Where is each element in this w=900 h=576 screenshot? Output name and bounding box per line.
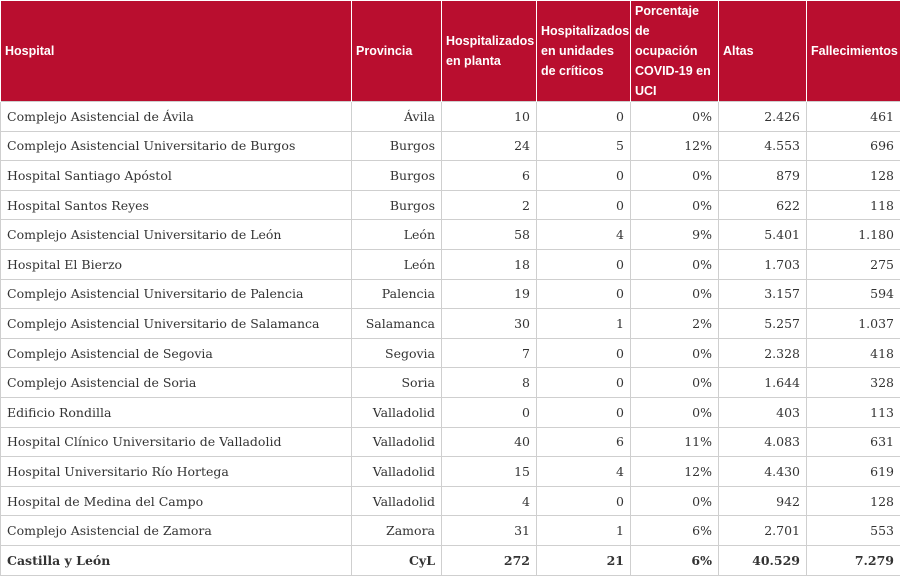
cell-hospitalizados-planta: 15 (442, 457, 537, 487)
cell-fallecimientos: 128 (807, 161, 900, 191)
cell-provincia: León (352, 249, 442, 279)
cell-hospital: Castilla y León (1, 545, 352, 575)
cell-hospitalizados-criticos: 4 (537, 220, 631, 250)
table-row (1, 338, 900, 368)
cell-hospitalizados-criticos: 0 (537, 190, 631, 220)
cell-hospital: Complejo Asistencial de Segovia (1, 338, 352, 368)
cell-ocupacion-uci: 9% (631, 220, 719, 250)
cell-fallecimientos: 631 (807, 427, 900, 457)
cell-hospitalizados-criticos: 6 (537, 427, 631, 457)
col-header-hospitalizados-planta: Hospitalizados en planta (442, 1, 537, 102)
cell-hospital: Hospital Santiago Apóstol (1, 161, 352, 191)
cell-hospitalizados-planta: 19 (442, 279, 537, 309)
cell-altas: 1.703 (719, 249, 807, 279)
cell-fallecimientos: 553 (807, 516, 900, 546)
cell-ocupacion-uci: 0% (631, 161, 719, 191)
cell-hospital: Complejo Asistencial Universitario de León (1, 220, 352, 250)
cell-hospitalizados-planta: 31 (442, 516, 537, 546)
cell-provincia: Ávila (352, 102, 442, 132)
cell-ocupacion-uci: 0% (631, 102, 719, 132)
table-row (1, 516, 900, 546)
cell-hospital: Hospital Santos Reyes (1, 190, 352, 220)
table-row (1, 457, 900, 487)
cell-ocupacion-uci: 0% (631, 368, 719, 398)
cell-altas: 5.257 (719, 309, 807, 339)
cell-ocupacion-uci: 0% (631, 279, 719, 309)
cell-fallecimientos: 118 (807, 190, 900, 220)
cell-hospitalizados-planta: 24 (442, 131, 537, 161)
table-row (1, 102, 900, 132)
cell-provincia: Valladolid (352, 457, 442, 487)
table-row (1, 279, 900, 309)
cell-hospitalizados-criticos: 1 (537, 309, 631, 339)
cell-hospital: Hospital de Medina del Campo (1, 486, 352, 516)
cell-fallecimientos: 1.180 (807, 220, 900, 250)
cell-hospital: Hospital El Bierzo (1, 249, 352, 279)
cell-fallecimientos: 113 (807, 397, 900, 427)
col-header-hospitalizados-criticos: Hospitalizados en unidades de críticos (537, 1, 631, 102)
cell-hospital: Edificio Rondilla (1, 397, 352, 427)
cell-altas: 40.529 (719, 545, 807, 575)
cell-fallecimientos: 128 (807, 486, 900, 516)
cell-provincia: Burgos (352, 131, 442, 161)
cell-hospital: Hospital Universitario Río Hortega (1, 457, 352, 487)
cell-hospitalizados-criticos: 5 (537, 131, 631, 161)
cell-hospitalizados-criticos: 0 (537, 397, 631, 427)
cell-altas: 3.157 (719, 279, 807, 309)
cell-provincia: Valladolid (352, 397, 442, 427)
cell-hospitalizados-planta: 10 (442, 102, 537, 132)
table-body (1, 102, 900, 576)
cell-hospitalizados-planta: 40 (442, 427, 537, 457)
cell-hospital: Complejo Asistencial de Soria (1, 368, 352, 398)
cell-ocupacion-uci: 12% (631, 457, 719, 487)
cell-hospitalizados-planta: 8 (442, 368, 537, 398)
cell-provincia: Zamora (352, 516, 442, 546)
cell-hospital: Complejo Asistencial de Zamora (1, 516, 352, 546)
cell-hospital: Complejo Asistencial Universitario de Salamanca (1, 309, 352, 339)
cell-fallecimientos: 619 (807, 457, 900, 487)
cell-fallecimientos: 328 (807, 368, 900, 398)
col-header-ocupacion-uci: Porcentaje de ocupación COVID-19 en UCI (631, 1, 719, 102)
col-header-provincia: Provincia (352, 1, 442, 102)
cell-ocupacion-uci: 6% (631, 545, 719, 575)
cell-fallecimientos: 594 (807, 279, 900, 309)
cell-hospitalizados-planta: 30 (442, 309, 537, 339)
cell-altas: 942 (719, 486, 807, 516)
cell-ocupacion-uci: 0% (631, 486, 719, 516)
cell-altas: 4.430 (719, 457, 807, 487)
cell-ocupacion-uci: 0% (631, 249, 719, 279)
table-row (1, 161, 900, 191)
table-row (1, 427, 900, 457)
cell-ocupacion-uci: 11% (631, 427, 719, 457)
table-row (1, 220, 900, 250)
cell-altas: 622 (719, 190, 807, 220)
cell-hospitalizados-planta: 4 (442, 486, 537, 516)
cell-provincia: Salamanca (352, 309, 442, 339)
cell-altas: 2.701 (719, 516, 807, 546)
cell-ocupacion-uci: 0% (631, 397, 719, 427)
table-row (1, 131, 900, 161)
cell-hospitalizados-criticos: 0 (537, 249, 631, 279)
cell-provincia: León (352, 220, 442, 250)
cell-fallecimientos: 418 (807, 338, 900, 368)
cell-fallecimientos: 1.037 (807, 309, 900, 339)
cell-altas: 1.644 (719, 368, 807, 398)
cell-hospital: Hospital Clínico Universitario de Valladolid (1, 427, 352, 457)
cell-provincia: Soria (352, 368, 442, 398)
cell-ocupacion-uci: 12% (631, 131, 719, 161)
cell-provincia: Segovia (352, 338, 442, 368)
cell-ocupacion-uci: 0% (631, 338, 719, 368)
cell-hospitalizados-criticos: 0 (537, 279, 631, 309)
table-row (1, 249, 900, 279)
cell-provincia: Valladolid (352, 427, 442, 457)
cell-hospitalizados-planta: 7 (442, 338, 537, 368)
cell-hospitalizados-planta: 0 (442, 397, 537, 427)
header-row (1, 1, 900, 102)
cell-provincia: Palencia (352, 279, 442, 309)
cell-ocupacion-uci: 2% (631, 309, 719, 339)
cell-hospitalizados-criticos: 1 (537, 516, 631, 546)
col-header-hospital: Hospital (1, 1, 352, 102)
col-header-altas: Altas (719, 1, 807, 102)
cell-ocupacion-uci: 6% (631, 516, 719, 546)
cell-hospitalizados-criticos: 0 (537, 161, 631, 191)
cell-provincia: Burgos (352, 161, 442, 191)
cell-hospitalizados-criticos: 0 (537, 338, 631, 368)
table-row (1, 309, 900, 339)
total-row (1, 545, 900, 575)
cell-hospitalizados-criticos: 21 (537, 545, 631, 575)
cell-hospitalizados-planta: 18 (442, 249, 537, 279)
cell-ocupacion-uci: 0% (631, 190, 719, 220)
cell-altas: 403 (719, 397, 807, 427)
cell-altas: 2.328 (719, 338, 807, 368)
cell-provincia: Burgos (352, 190, 442, 220)
cell-hospitalizados-planta: 2 (442, 190, 537, 220)
cell-hospitalizados-planta: 58 (442, 220, 537, 250)
cell-altas: 5.401 (719, 220, 807, 250)
cell-altas: 879 (719, 161, 807, 191)
cell-hospitalizados-planta: 272 (442, 545, 537, 575)
cell-hospital: Complejo Asistencial Universitario de Burgos (1, 131, 352, 161)
table-row (1, 190, 900, 220)
cell-provincia: CyL (352, 545, 442, 575)
table-row (1, 486, 900, 516)
cell-hospitalizados-planta: 6 (442, 161, 537, 191)
cell-fallecimientos: 696 (807, 131, 900, 161)
cell-hospitalizados-criticos: 0 (537, 486, 631, 516)
cell-altas: 4.553 (719, 131, 807, 161)
cell-hospital: Complejo Asistencial Universitario de Palencia (1, 279, 352, 309)
cell-provincia: Valladolid (352, 486, 442, 516)
cell-fallecimientos: 275 (807, 249, 900, 279)
cell-altas: 2.426 (719, 102, 807, 132)
table-row (1, 397, 900, 427)
cell-hospitalizados-criticos: 0 (537, 368, 631, 398)
col-header-fallecimientos: Fallecimientos (807, 1, 900, 102)
cell-fallecimientos: 461 (807, 102, 900, 132)
cell-hospital: Complejo Asistencial de Ávila (1, 102, 352, 132)
cell-fallecimientos: 7.279 (807, 545, 900, 575)
cell-hospitalizados-criticos: 0 (537, 102, 631, 132)
cell-altas: 4.083 (719, 427, 807, 457)
table-row (1, 368, 900, 398)
cell-hospitalizados-criticos: 4 (537, 457, 631, 487)
